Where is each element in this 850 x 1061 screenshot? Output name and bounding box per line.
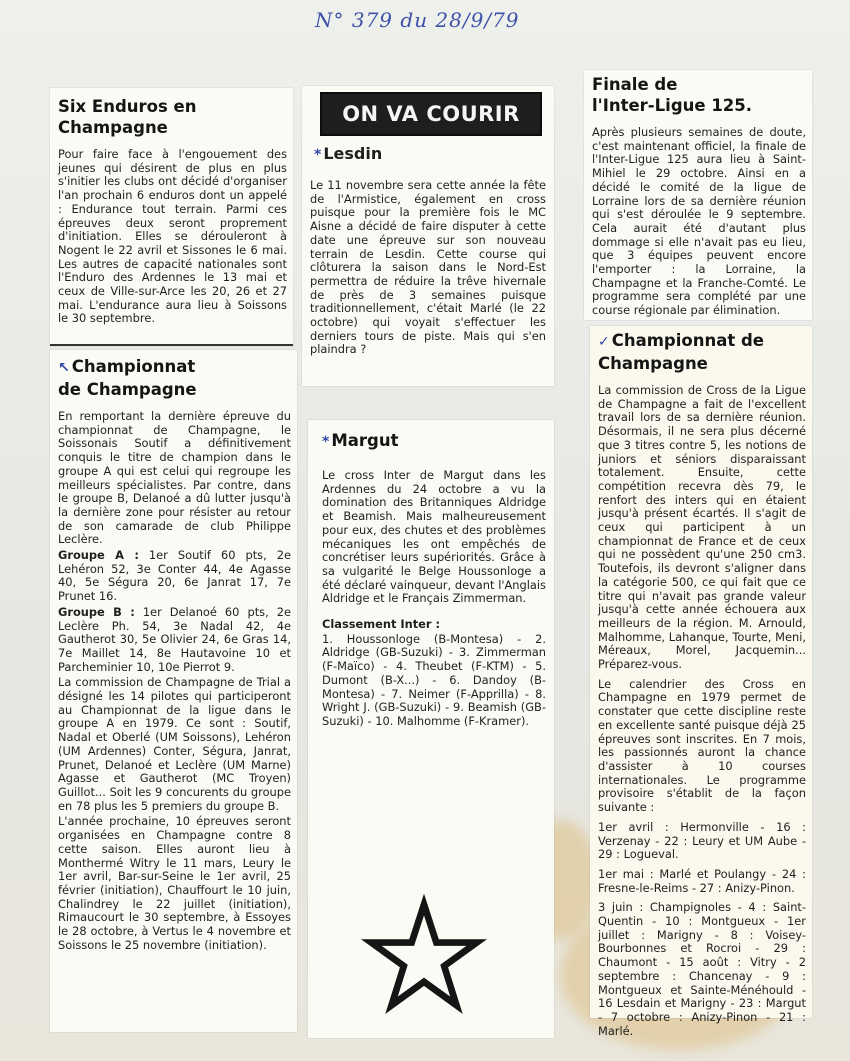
title-line: Champagne [598, 354, 708, 373]
next-year-paragraph: L'année prochaine, 10 épreuves seront organisées en Champagne contre 8 cette saison. Elles auront lieu à Monthermé Witry le 11 mars, Leury le 1er avril, Bar-sur-Seine le 1er avril, 25 février (initiation), Chauffourt le 10 juin, Chalindrey le 22 juillet (initiation), Rimaucourt le 30 septembre, à Essoyes le 28 octobre, à Vertus le 4 novembre et Soissons le 25 novembre (initiation). [58, 814, 291, 952]
section-banner: ON VA COURIR [320, 92, 542, 136]
title-line: Champagne [58, 118, 168, 137]
article-margut [308, 420, 554, 1038]
title-line: de Champagne [58, 380, 197, 399]
title-line: Championnat [71, 357, 196, 376]
pen-mark-icon: * [322, 434, 330, 450]
classement-list: 1. Houssonloge (B-Montesa) - 2. Aldridge (GB-Suzuki) - 3. Zimmerman (F-Maïco) - 4. Theubet (F-KTM) - 5. Dumont (B-X...) - 6. Dandoy (B-Montesa) - 7. Neimer (F-Apprilla) - 8. Wright J. (GB-Suzuki) - 9. Beamish (GB-Suzuki) - 10. Malhomme (F-Kramer). [322, 631, 546, 728]
article-title [58, 356, 291, 400]
article-intro: En remportant la dernière épreuve du championnat de Champagne, le Soissonais Soutif a définitivement conquis le titre de champion dans le groupe A qui est celui qui regroupe les meilleurs spécialistes. Par contre, dans le groupe B, Delanoé a dû lutter jusqu'à la dernière zone pour résister au retour de son camarade de club Philippe Leclère. [58, 409, 291, 547]
article-body: Le cross Inter de Margut dans les Ardennes du 24 octobre a vu la domination des Britanniques Aldridge et Beamish. Mais malheureusement pour eux, des chutes et des problèmes mécaniques les ont empêchés de concrétiser leurs supériorités. Grâce à sa vulgarité le Belge Houssonloge a été déclaré vainqueur, devant l'Anglais Aldridge et le Français Zimmerman. [322, 468, 546, 606]
star-graphic [368, 900, 480, 1012]
title-line: Six Enduros en [58, 97, 197, 116]
groupe-b-results [58, 606, 291, 675]
groupe-a-results [58, 549, 291, 604]
article-body: Après plusieurs semaines de doute, c'est maintenant officiel, la finale de l'Inter-Ligue 125 aura lieu à Saint-Mihiel le 29 octobre. Ainsi en a décidé le comité de la ligue de Lorraine lors de sa dernière réunion qui s'est déroulée le 9 septembre. Cela aurait été d'autant plus dommage si elle n'avait pas eu lieu, que 3 équipes peuvent encore l'emporter : la Lorraine, la Champagne et la Franche-Comté. Le programme sera complété par une course régionale par élimination. [592, 125, 806, 318]
pen-mark-icon: ✓ [598, 334, 610, 350]
classement-label: Classement Inter : [322, 617, 441, 632]
article-championnat-right [590, 326, 812, 1038]
article-championnat-left [50, 350, 297, 1032]
article-subtitle [314, 144, 546, 163]
article-on-va-courir [302, 86, 554, 386]
article-title [58, 96, 287, 138]
article-finale-inter-ligue [584, 70, 812, 320]
title-text: Margut [331, 431, 399, 450]
groupe-b-label: Groupe B : [58, 604, 135, 619]
article-title [598, 330, 806, 374]
title-line: Championnat de [611, 331, 764, 350]
article-title [592, 74, 806, 116]
pen-mark-icon: ↖ [58, 360, 70, 376]
groupe-b-text: 1er Delanoé 60 pts, 2e Leclère Ph. 54, 3e Nadal 42, 4e Gautherot 30, 5e Olivier 24, 6e Gras 14, 7e Maillet 14, 8e Hautavoine 10 et Parcheminier 10, 10e Pierrot 9. [58, 604, 291, 674]
article-six-enduros [50, 88, 293, 346]
handwritten-date-note: N° 379 du 28/9/79 [315, 8, 520, 32]
paragraph-commission: La commission de Cross de la Ligue de Champagne a fait de l'excellent travail lors de sa dernière réunion. Désormais, il ne sera plus décerné que 3 titres contre 5, les notions de juniors et séniors disparaissant totalement. Ensuite, cette compétition recevra dès 79, le renfort des inters qui en étaient jusqu'à présent écartés. Il s'agit de ceux qui participent à un championnat de France et de ceux qui ne possèdent qu'une 250 cm3. Toutefois, ils devront s'aligner dans la catégorie 500, ce qui fait que ce titre qui n'avait pas grande valeur jusqu'à cette année échouera aux meilleurs de la région. M. Arnould, Malhomme, Lahanque, Tourte, Meni, Méreaux, Morel, Jacquemin... Préparez-vous. [598, 383, 806, 672]
subtitle-text: Lesdin [323, 144, 383, 163]
groupe-a-text: 1er Soutif 60 pts, 2e Lehéron 52, 3e Conter 44, 4e Agasse 40, 5e Ségura 20, 6e Janrat 17, 7e Prunet 16. [58, 548, 291, 604]
star-icon [368, 900, 480, 1012]
paragraph-avril: 1er avril : Hermonville - 16 : Verzenay - 22 : Leury et UM Aube - 29 : Logueval. [598, 819, 806, 862]
article-body: Pour faire face à l'engouement des jeunes qui désirent de plus en plus s'initier les clubs ont décidé d'organiser l'an prochain 6 enduros dont un appelé : Endurance tout terrain. Parmi ces épreuves deux seront proprement d'initiation. Elles se dérouleront à Nogent le 22 avril et Sissones le 6 mai. Les autres de capacité nationales sont l'Enduro des Ardennes le 13 mai et ceux de Ville-sur-Arce les 20, 26 et 27 mai. L'endurance aura lieu à Soissons le 30 septembre. [58, 147, 287, 326]
article-body: Le 11 novembre sera cette année la fête de l'Armistice, également en cross puisque pour la première fois le MC Aisne a décidé de faire disputer à cette date une épreuve sur son nouveau terrain de Lesdin. Cette course qui clôturera la saison dans le Nord-Est permettra de réduire la trêve hivernale de près de 3 semaines puisque traditionnellement, c'était Marlé (le 22 octobre) qui voyait s'effectuer les derniers tours de piste. Mais qui s'en plaindra ? [310, 178, 546, 357]
trial-paragraph: La commission de Champagne de Trial a désigné les 14 pilotes qui participeront au Championnat de la ligue dans le groupe A en 1979. Ce sont : Soutif, Nadal et Oberlé (UM Soissons), Lehéron (UM Ardennes) Conter, Ségura, Janrat, Prunet, Delanoé et Leclère (UM Marne) Agasse et Gautherot (MC Troyen) Guillot... Soit les 9 concurents du groupe en 78 plus les 5 premiers du groupe B. [58, 675, 291, 813]
article-title [322, 430, 546, 453]
pen-mark-icon: * [314, 147, 322, 163]
paragraph-juin-octobre: 3 juin : Champignoles - 4 : Saint-Quentin - 10 : Montgueux - 1er juillet : Marigny - 8 : Voisey-Bourbonnes et Rocroi - 29 : Chaumont - 15 août : Vitry - 2 septembre : Chancenay - 9 : Montgueux et Sainte-Ménéhould - 16 Lesdain et Marigny - 23 : Margut - 7 octobre : Anizy-Pinon - 21 : Marlé. [598, 900, 806, 1038]
paragraph-calendrier: Le calendrier des Cross en Champagne en 1979 permet de constater que cette discipline reste en excellente santé puisque déjà 25 épreuves sont inscrites. En 7 mois, les passionnés auront la chance d'assister à 10 courses internationales. Le programme provisoire s'établit de la façon suivante : [598, 676, 806, 815]
title-line: Finale de [592, 75, 678, 94]
paragraph-mai: 1er mai : Marlé et Poulangy - 24 : Fresne-le-Reims - 27 : Anizy-Pinon. [598, 866, 806, 895]
groupe-a-label: Groupe A : [58, 548, 139, 563]
title-line: l'Inter-Ligue 125. [592, 96, 753, 115]
